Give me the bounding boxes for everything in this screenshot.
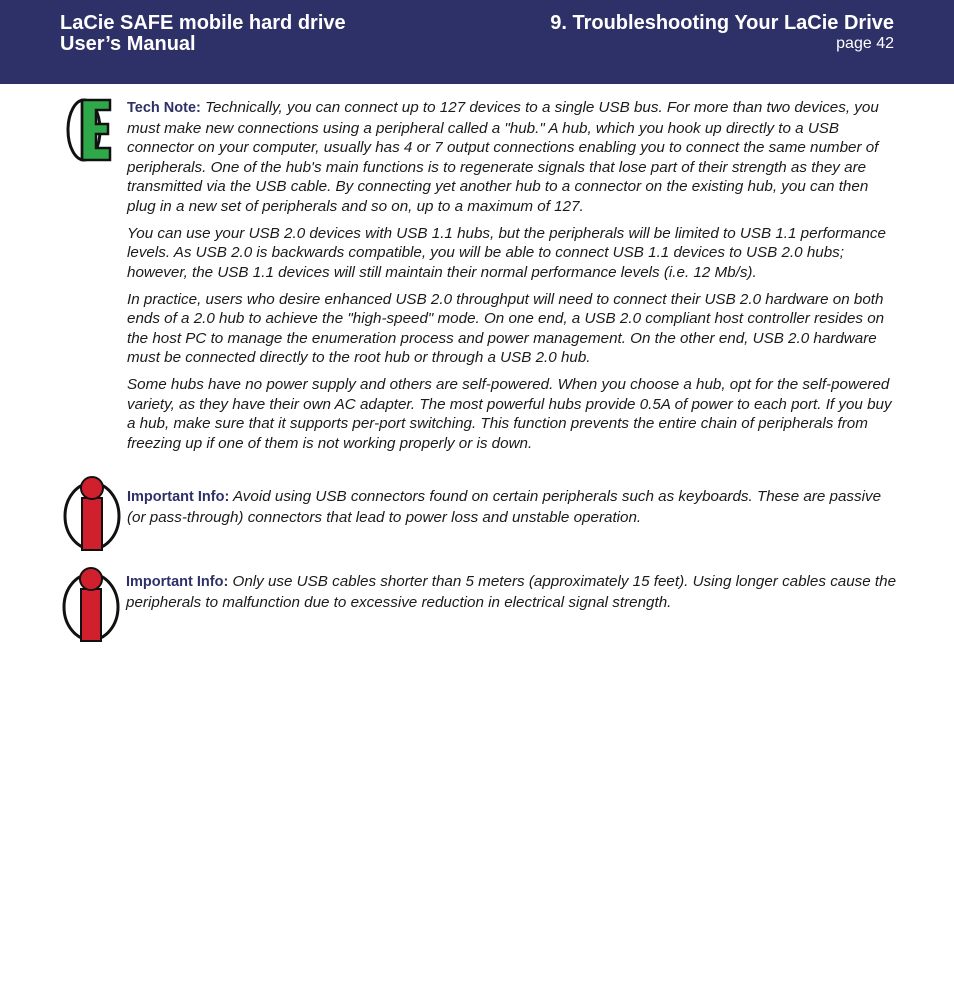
important-info-1: [127, 487, 899, 535]
important-info-1-paragraph: [127, 487, 899, 527]
important-info-1-label: Important Info:: [127, 489, 230, 505]
tech-note-text-1: Technically, you can connect up to 127 devices to a single USB bus. For more than two devices, you must make new connections using a peripheral called a "hub." A hub, which you hook up directly to a USB connector on your computer, usually has 4 or 7 output connections enabling you to connect the same number of peripherals. One of the hub's main functions is to regenerate signals that lose part of their strength as they are transmitted via the USB cable. By connecting yet another hub to a connector on the existing hub, you can then plug in a new set of peripherals and so on, up to a maximum of 127.: [127, 99, 879, 215]
important-info-2: [126, 572, 898, 620]
manual-title: User’s Manual: [60, 33, 196, 55]
important-info-2-text: Only use USB cables shorter than 5 meters (approximately 15 feet). Using longer cables cause the peripherals to malfunction due to excessive reduction in electrical signal strength.: [126, 573, 897, 611]
important-info-icon: [62, 474, 126, 554]
tech-note-paragraph-3: In practice, users who desire enhanced USB 2.0 throughput will need to connect their USB 2.0 hardware on both ends of a 2.0 hub to achieve the "high-speed" mode. On one end, a USB 2.0 compliant host controller resides on the host PC to manage the enumeration process and power management. On the other end, USB 2.0 hardware must be connected directly to the root hub or through a USB 2.0 hub.: [127, 290, 885, 366]
tech-note-label: Tech Note:: [127, 100, 201, 116]
important-info-icon: [61, 565, 125, 645]
tech-note-paragraph-4: Some hubs have no power supply and others are self-powered. When you choose a hub, opt for the self-powered variety, as they have their own AC adapter. The most powerful hubs provide 0.5A of power to each port. If you buy a hub, make sure that it supports per-port switching. This function prevents the entire chain of peripherals from freezing up if one of them is not working properly or is down.: [127, 376, 892, 452]
product-title: LaCie SAFE mobile hard drive: [60, 12, 346, 34]
header-right: [550, 13, 894, 53]
important-info-1-text: Avoid using USB connectors found on certain peripherals such as keyboards. These are passive (or pass-through) connectors that lead to power loss and unstable operation.: [127, 488, 882, 526]
section-title: 9. Troubleshooting Your LaCie Drive: [550, 12, 894, 34]
tech-note: [127, 98, 899, 461]
important-info-2-label: Important Info:: [126, 574, 229, 590]
tech-note-paragraph-1: [127, 98, 899, 216]
tech-note-paragraph-2: You can use your USB 2.0 devices with USB 1.1 hubs, but the peripherals will be limited to USB 1.1 performance levels. As USB 2.0 is backwards compatible, you will be able to connect USB 1.1 devices to USB 2.0 hubs; however, the USB 1.1 devices will still maintain their normal performance levels (i.e. 12 Mb/s).: [127, 224, 886, 281]
header-left: [60, 13, 346, 55]
tech-note-icon: [62, 96, 126, 166]
page-header: [0, 0, 954, 84]
page-number: page 42: [836, 35, 894, 52]
important-info-2-paragraph: [126, 572, 898, 612]
